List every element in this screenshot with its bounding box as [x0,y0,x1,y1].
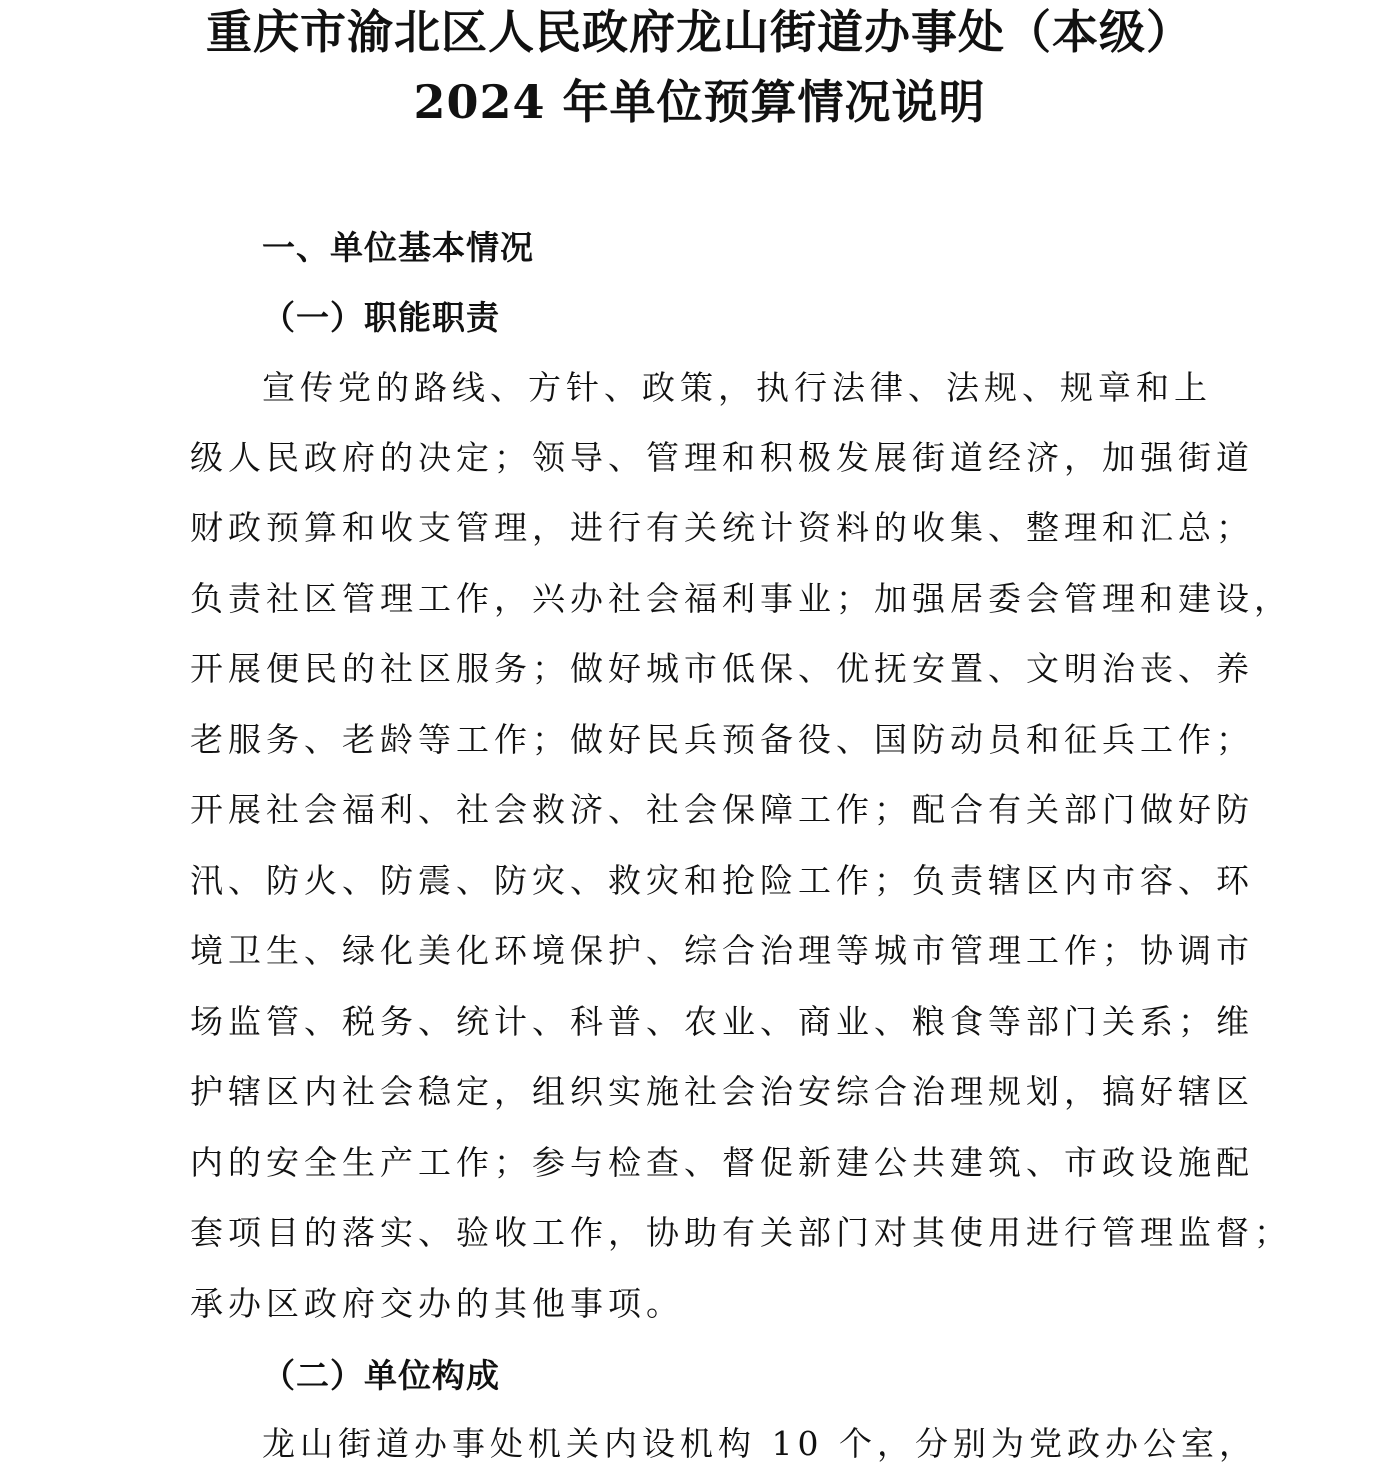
duties-paragraph-line: 承办区政府交办的其他事项。 [190,1284,684,1323]
duties-paragraph-line: 套项目的落实、验收工作，协助有关部门对其使用进行管理监督； [190,1213,1292,1252]
duties-paragraph-line: 内的安全生产工作；参与检查、督促新建公共建筑、市政设施配 [190,1143,1254,1182]
subsection-heading-unit-composition: （二）单位构成 [262,1356,500,1395]
duties-paragraph-line: 财政预算和收支管理，进行有关统计资料的收集、整理和汇总； [190,508,1254,547]
document-title-line-2: 2024 年单位预算情况说明 [413,75,986,129]
duties-paragraph-line: 护辖区内社会稳定，组织实施社会治安综合治理规划，搞好辖区 [190,1072,1254,1111]
duties-paragraph-line: 负责社区管理工作，兴办社会福利事业；加强居委会管理和建设， [190,579,1292,618]
duties-paragraph-line: 汛、防火、防震、防灾、救灾和抢险工作；负责辖区内市容、环 [190,861,1254,900]
duties-paragraph-line: 老服务、老龄等工作；做好民兵预备役、国防动员和征兵工作； [190,720,1254,759]
section-heading-unit-basic-info: 一、单位基本情况 [262,228,534,267]
duties-paragraph-line: 宣传党的路线、方针、政策，执行法律、法规、规章和上 [262,368,1212,407]
document-title-line-1: 重庆市渝北区人民政府龙山街道办事处（本级） [206,5,1193,59]
subsection-heading-duties: （一）职能职责 [262,298,500,337]
duties-paragraph-line: 开展便民的社区服务；做好城市低保、优抚安置、文明治丧、养 [190,649,1254,688]
duties-paragraph-line: 境卫生、绿化美化环境保护、综合治理等城市管理工作；协调市 [190,931,1254,970]
duties-paragraph-line: 开展社会福利、社会救济、社会保障工作；配合有关部门做好防 [190,790,1254,829]
duties-paragraph-line: 级人民政府的决定；领导、管理和积极发展街道经济，加强街道 [190,438,1254,477]
duties-paragraph-line: 场监管、税务、统计、科普、农业、商业、粮食等部门关系；维 [190,1002,1254,1041]
composition-paragraph-line: 龙山街道办事处机关内设机构 10 个，分别为党政办公室， [262,1424,1257,1463]
